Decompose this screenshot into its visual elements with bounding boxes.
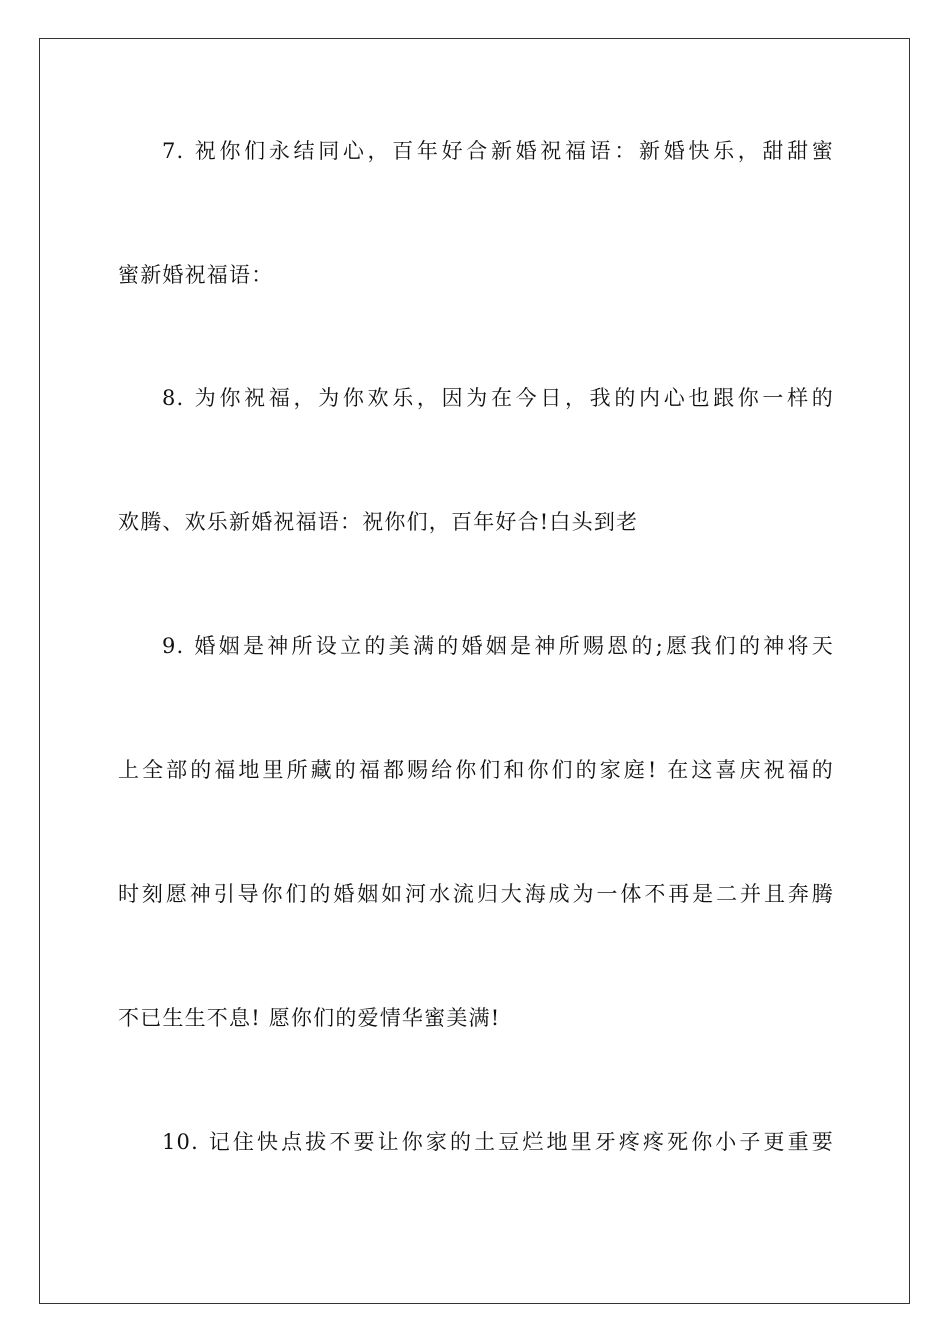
paragraph-9-line-3: 时刻愿神引导你们的婚姻如河水流归大海成为一体不再是二并且奔腾 xyxy=(118,882,834,906)
paragraph-9-line-4: 不已生生不息! 愿你们的爱情华蜜美满! xyxy=(118,1006,501,1030)
paragraph-7-line-1: 7. 祝你们永结同心，百年好合新婚祝福语：新婚快乐，甜甜蜜 xyxy=(162,139,834,163)
paragraph-9-line-2: 上全部的福地里所藏的福都赐给你们和你们的家庭! 在这喜庆祝福的 xyxy=(118,758,834,782)
page-border xyxy=(39,38,910,1304)
paragraph-8-line-2: 欢腾、欢乐新婚祝福语：祝你们，百年好合!白头到老 xyxy=(118,510,639,534)
paragraph-8-line-1: 8. 为你祝福，为你欢乐，因为在今日，我的内心也跟你一样的 xyxy=(162,386,834,410)
paragraph-9-line-1: 9. 婚姻是神所设立的美满的婚姻是神所赐恩的;愿我们的神将天 xyxy=(162,634,834,658)
paragraph-10-line-1: 10. 记住快点拔不要让你家的土豆烂地里牙疼疼死你小子更重要 xyxy=(162,1130,834,1154)
paragraph-7-line-2: 蜜新婚祝福语： xyxy=(118,263,274,287)
